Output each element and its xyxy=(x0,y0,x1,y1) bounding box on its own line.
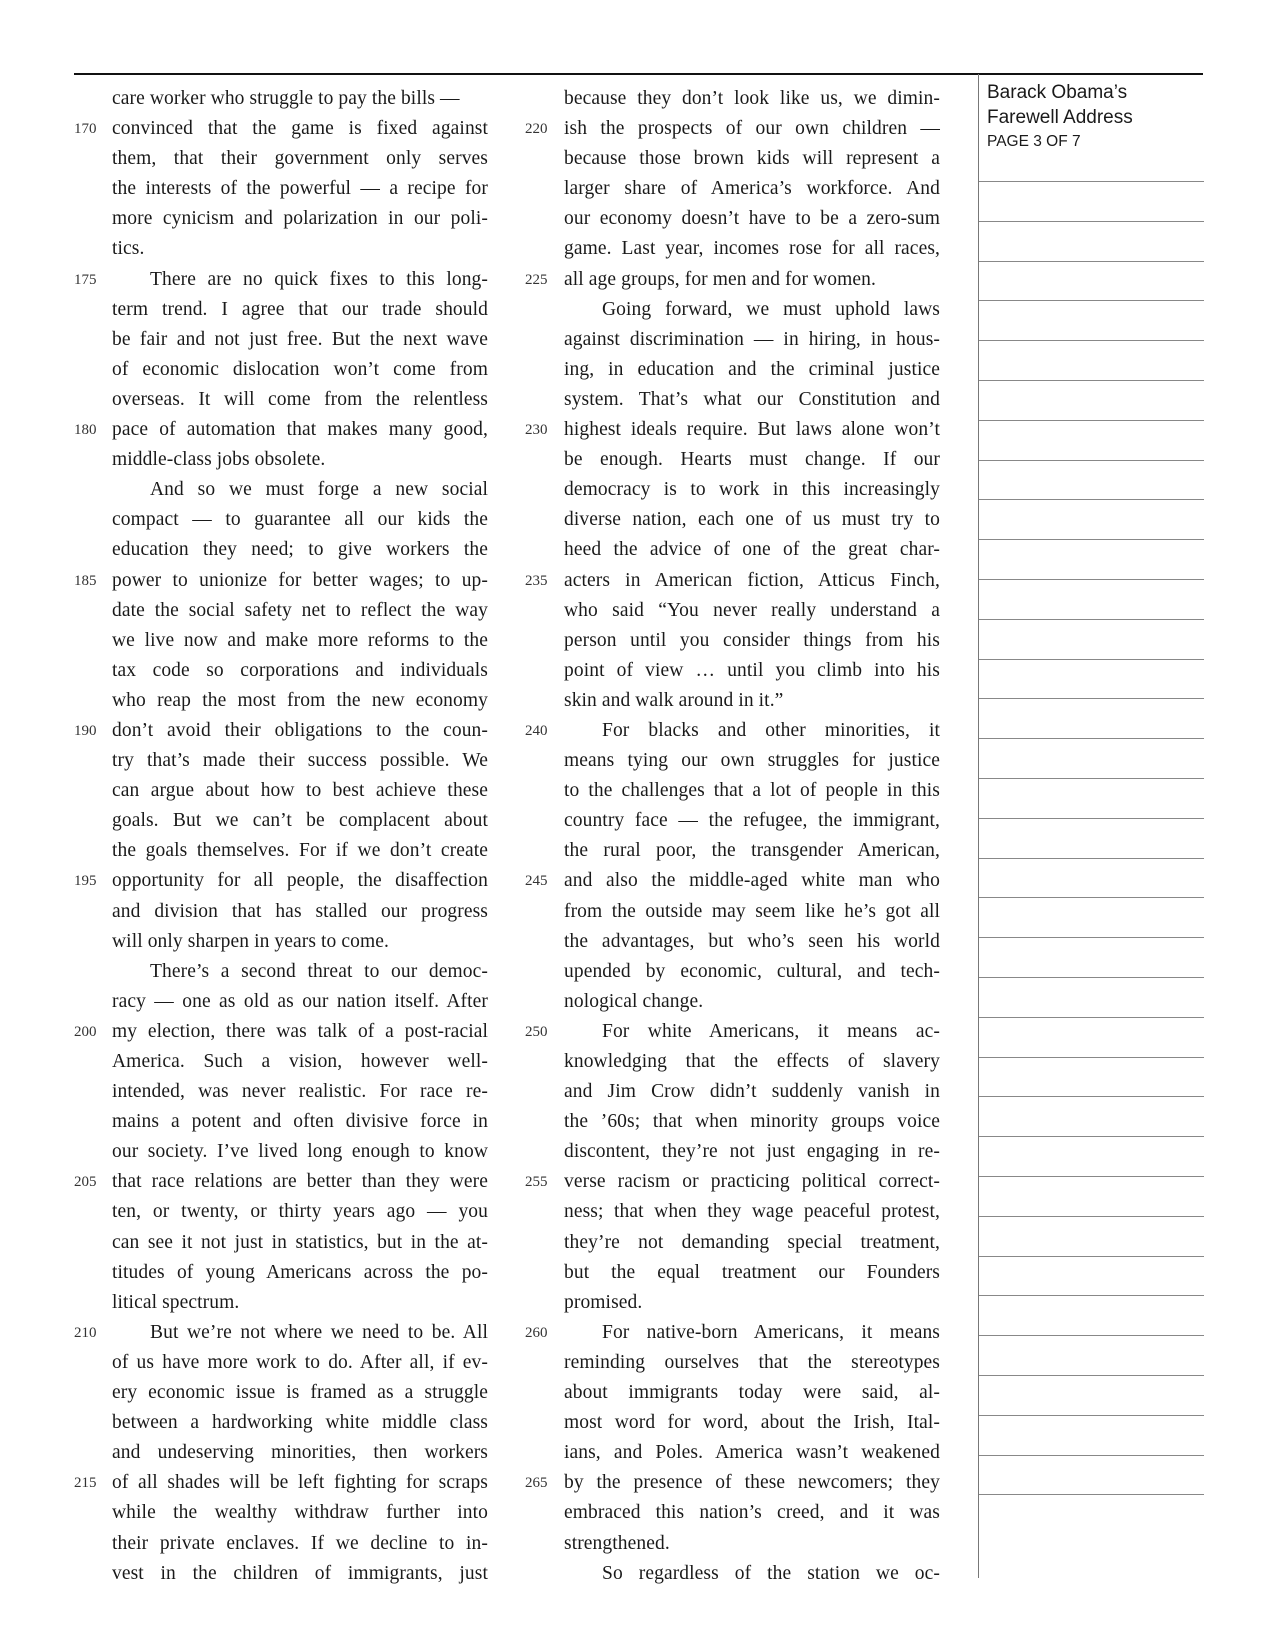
line-text: knowledging that the effects of slavery xyxy=(564,1051,940,1072)
line-text: overseas. It will come from the relentless xyxy=(112,388,488,410)
line-text: opportunity for all people, the disaffection xyxy=(112,870,488,892)
line-text: democracy is to work in this increasingly xyxy=(564,479,940,501)
line-text: vest in the children of immigrants, just xyxy=(112,1562,488,1584)
line-text: because those brown kids will represent a xyxy=(564,148,940,170)
note-line xyxy=(979,1455,1204,1456)
line-text: the ’60s; that when minority groups voice xyxy=(564,1111,940,1133)
line-number: 185 xyxy=(74,572,97,589)
line-text: don’t avoid their obligations to the coun- xyxy=(112,719,488,741)
line-text: game. Last year, incomes rose for all races, xyxy=(564,238,940,260)
line-text: all age groups, for men and for women. xyxy=(564,268,876,290)
line-text: most word for word, about the Irish, Ital- xyxy=(564,1412,940,1434)
line-number: 245 xyxy=(525,873,548,890)
line-text: our economy doesn’t have to be a zero-sum xyxy=(564,208,940,230)
line-text: of all shades will be left fighting for scraps xyxy=(112,1472,488,1494)
line-text: tax code so corporations and individuals xyxy=(112,659,488,681)
note-line xyxy=(979,1256,1204,1257)
line-text: the advantages, but who’s seen his world xyxy=(564,930,940,952)
line-text: person until you consider things from his xyxy=(564,629,940,651)
line-text: ness; that when they wage peaceful protest, xyxy=(564,1201,940,1223)
note-line xyxy=(979,261,1204,262)
line-number: 260 xyxy=(525,1324,548,1341)
line-text: who said “You never really understand a xyxy=(564,599,940,621)
line-number: 240 xyxy=(525,722,548,739)
line-text: ish the prospects of our own children — xyxy=(564,118,940,140)
line-text: promised. xyxy=(564,1291,643,1313)
line-number: 170 xyxy=(74,121,97,138)
line-text: There are no quick fixes to this long- xyxy=(150,268,488,290)
note-line xyxy=(979,1295,1204,1296)
line-text: to the challenges that a lot of people in this xyxy=(564,780,940,802)
line-text: titudes of young Americans across the po- xyxy=(112,1261,488,1283)
note-line xyxy=(979,778,1204,779)
line-text: be enough. Hearts must change. If our xyxy=(564,449,940,471)
note-line xyxy=(979,1415,1204,1416)
line-text: against discrimination — in hiring, in hous- xyxy=(564,328,940,350)
note-line xyxy=(979,579,1204,580)
line-text: the goals themselves. For if we don’t create xyxy=(112,840,488,862)
line-text: we live now and make more reforms to the xyxy=(112,629,488,651)
line-text: the rural poor, the transgender American, xyxy=(564,840,940,862)
line-text: but the equal treatment our Founders xyxy=(564,1261,940,1283)
note-line xyxy=(979,1057,1204,1058)
line-text: will only sharpen in years to come. xyxy=(112,930,389,952)
note-line xyxy=(979,1136,1204,1137)
line-text: power to unionize for better wages; to up- xyxy=(112,569,488,591)
line-number: 225 xyxy=(525,271,548,288)
line-number: 205 xyxy=(74,1174,97,1191)
note-line xyxy=(979,897,1204,898)
document-title: Barack Obama’s Farewell Address xyxy=(987,82,1133,128)
line-text: compact — to guarantee all our kids the xyxy=(112,509,488,531)
line-number: 190 xyxy=(74,722,97,739)
notes-sidebar xyxy=(978,74,1203,1578)
line-text: the interests of the powerful — a recipe for xyxy=(112,178,488,200)
line-text: For native-born Americans, it means xyxy=(602,1321,940,1343)
line-text: verse racism or practicing political correct- xyxy=(564,1171,940,1193)
note-line xyxy=(979,1335,1204,1336)
note-line xyxy=(979,221,1204,222)
line-text: from the outside may seem like he’s got all xyxy=(564,900,940,922)
note-line xyxy=(979,499,1204,500)
line-number: 265 xyxy=(525,1475,548,1492)
line-text: middle-class jobs obsolete. xyxy=(112,449,326,471)
line-text: tics. xyxy=(112,238,145,260)
note-line xyxy=(979,1494,1204,1495)
line-text: about immigrants today were said, al- xyxy=(564,1382,940,1404)
line-text: system. That’s what our Constitution and xyxy=(564,388,940,410)
line-number: 255 xyxy=(525,1174,548,1191)
line-text: that race relations are better than they were xyxy=(112,1171,488,1193)
line-text: can argue about how to best achieve these xyxy=(112,780,488,802)
line-text: while the wealthy withdraw further into xyxy=(112,1502,488,1524)
note-line xyxy=(979,818,1204,819)
line-number: 250 xyxy=(525,1023,548,1040)
line-text: skin and walk around in it.” xyxy=(564,689,784,711)
line-text: care worker who struggle to pay the bills — xyxy=(112,88,460,109)
line-text: term trend. I agree that our trade should xyxy=(112,298,488,320)
line-text: and division that has stalled our progress xyxy=(112,900,488,922)
note-line xyxy=(979,1096,1204,1097)
line-text: So regardless of the station we oc- xyxy=(602,1562,940,1584)
line-text: upended by economic, cultural, and tech- xyxy=(564,960,940,982)
line-text: ery economic issue is framed as a struggle xyxy=(112,1382,488,1404)
line-number: 215 xyxy=(74,1475,97,1492)
line-text: There’s a second threat to our democ- xyxy=(150,960,488,982)
line-text: country face — the refugee, the immigrant, xyxy=(564,810,940,832)
line-text: and undeserving minorities, then workers xyxy=(112,1442,488,1464)
line-text: education they need; to give workers the xyxy=(112,539,488,561)
line-text: be fair and not just free. But the next wave xyxy=(112,328,488,350)
line-number: 230 xyxy=(525,422,548,439)
line-text: and also the middle-aged white man who xyxy=(564,870,940,892)
line-text: try that’s made their success possible. We xyxy=(112,750,488,772)
line-text: goals. But we can’t be complacent about xyxy=(112,810,488,832)
note-line xyxy=(979,1375,1204,1376)
line-number: 210 xyxy=(74,1324,97,1341)
line-number: 220 xyxy=(525,121,548,138)
line-text: them, that their government only serves xyxy=(112,148,488,170)
note-line xyxy=(979,738,1204,739)
page-indicator: PAGE 3 OF 7 xyxy=(987,133,1081,150)
note-line xyxy=(979,977,1204,978)
line-text: our society. I’ve lived long enough to know xyxy=(112,1141,488,1163)
line-text: my election, there was talk of a post-racial xyxy=(112,1020,488,1042)
line-text: strengthened. xyxy=(564,1532,670,1554)
note-line xyxy=(979,460,1204,461)
line-text: larger share of America’s workforce. And xyxy=(564,178,940,200)
note-line xyxy=(979,1216,1204,1217)
note-line xyxy=(979,937,1204,938)
line-text: point of view … until you climb into his xyxy=(564,659,940,681)
line-text: can see it not just in statistics, but in the at- xyxy=(112,1231,488,1253)
note-line xyxy=(979,300,1204,301)
line-text: But we’re not where we need to be. All xyxy=(150,1321,488,1343)
line-text: And so we must forge a new social xyxy=(150,479,488,501)
note-line xyxy=(979,340,1204,341)
line-text: ing, in education and the criminal justice xyxy=(564,358,940,380)
line-number: 200 xyxy=(74,1023,97,1040)
line-text: America. Such a vision, however well- xyxy=(112,1051,488,1072)
note-line xyxy=(979,1176,1204,1177)
line-text: between a hardworking white middle class xyxy=(112,1412,488,1434)
line-text: mains a potent and often divisive force in xyxy=(112,1111,488,1133)
line-text: of us have more work to do. After all, if ev- xyxy=(112,1351,488,1373)
line-text: reminding ourselves that the stereotypes xyxy=(564,1351,940,1373)
sidebar-header xyxy=(987,80,1187,153)
line-text: convinced that the game is fixed against xyxy=(112,118,488,140)
line-number: 175 xyxy=(74,271,97,288)
line-text: Going forward, we must uphold laws xyxy=(602,298,940,320)
line-text: pace of automation that makes many good, xyxy=(112,419,488,441)
line-text: their private enclaves. If we decline to in- xyxy=(112,1532,488,1554)
line-text: who reap the most from the new economy xyxy=(112,689,488,711)
line-text: because they don’t look like us, we dimin- xyxy=(564,88,940,109)
line-text: by the presence of these newcomers; they xyxy=(564,1472,940,1494)
line-number: 195 xyxy=(74,873,97,890)
line-text: ians, and Poles. America wasn’t weakened xyxy=(564,1442,940,1464)
line-text: means tying our own struggles for justice xyxy=(564,750,940,772)
line-text: litical spectrum. xyxy=(112,1291,240,1313)
line-text: diverse nation, each one of us must try to xyxy=(564,509,940,531)
line-number: 180 xyxy=(74,422,97,439)
note-line xyxy=(979,380,1204,381)
line-text: date the social safety net to reflect the way xyxy=(112,599,488,621)
line-text: and Jim Crow didn’t suddenly vanish in xyxy=(564,1081,940,1103)
note-line xyxy=(979,659,1204,660)
line-text: discontent, they’re not just engaging in re- xyxy=(564,1141,940,1163)
line-text: they’re not demanding special treatment, xyxy=(564,1231,940,1253)
note-line xyxy=(979,420,1204,421)
line-number: 235 xyxy=(525,572,548,589)
line-text: nological change. xyxy=(564,990,704,1012)
line-text: more cynicism and polarization in our poli- xyxy=(112,208,488,230)
note-line xyxy=(979,1017,1204,1018)
line-text: racy — one as old as our nation itself. After xyxy=(112,990,488,1012)
line-text: highest ideals require. But laws alone won’t xyxy=(564,419,940,441)
line-text: For blacks and other minorities, it xyxy=(602,719,940,741)
note-line xyxy=(979,539,1204,540)
line-text: embraced this nation’s creed, and it was xyxy=(564,1502,940,1524)
line-text: of economic dislocation won’t come from xyxy=(112,358,488,380)
line-text: intended, was never realistic. For race re- xyxy=(112,1081,488,1103)
line-text: heed the advice of one of the great char- xyxy=(564,539,940,561)
line-text: acters in American fiction, Atticus Finch, xyxy=(564,569,940,591)
note-line xyxy=(979,698,1204,699)
line-text: For white Americans, it means ac- xyxy=(602,1020,940,1042)
note-line xyxy=(979,619,1204,620)
note-line xyxy=(979,858,1204,859)
note-line xyxy=(979,181,1204,182)
line-text: ten, or twenty, or thirty years ago — you xyxy=(112,1201,488,1223)
